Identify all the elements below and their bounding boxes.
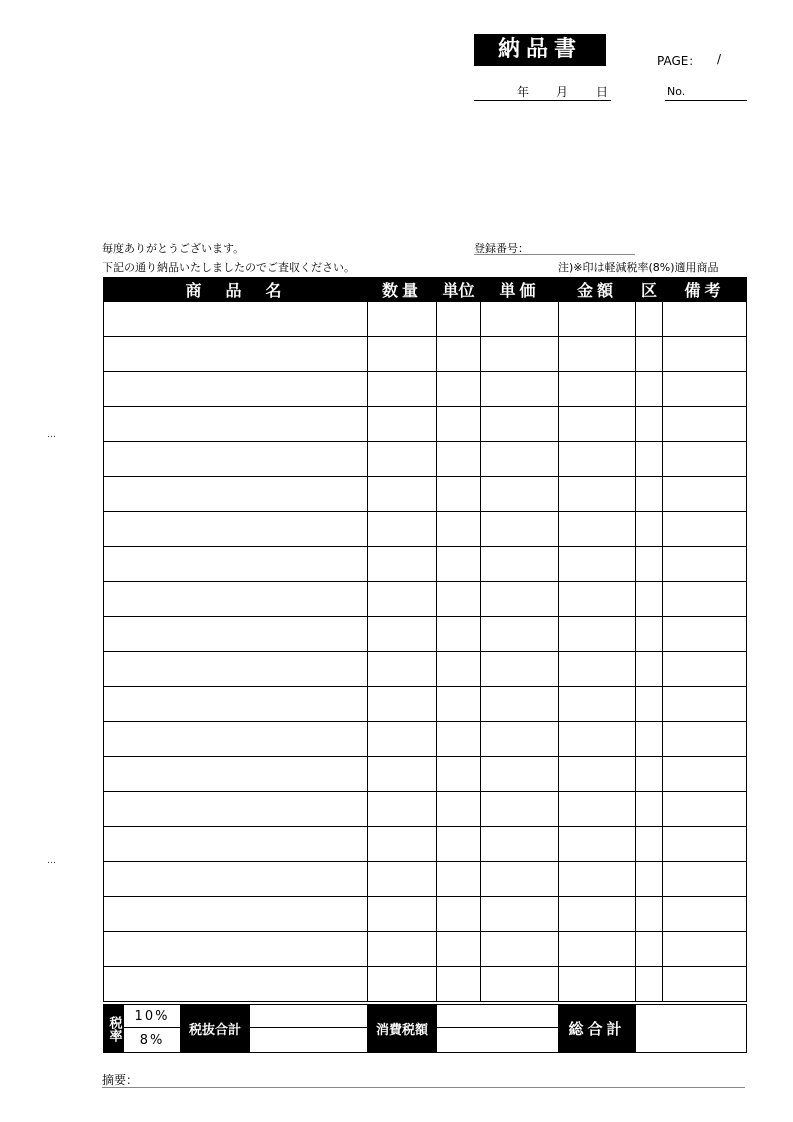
amount-cell[interactable] <box>559 897 636 932</box>
unit-price-cell[interactable] <box>481 757 559 792</box>
unit-cell[interactable] <box>437 477 481 512</box>
table-row <box>104 617 747 652</box>
product-name-cell[interactable] <box>104 827 368 862</box>
category-cell[interactable] <box>636 687 663 722</box>
subtotal-label: 税抜合計 <box>181 1005 250 1053</box>
reduced-tax-note: 注)※印は軽減税率(8%)適用商品 <box>558 261 719 274</box>
unit-price-cell[interactable] <box>481 827 559 862</box>
unit-cell[interactable] <box>437 442 481 477</box>
unit-cell[interactable] <box>437 547 481 582</box>
product-name-cell[interactable] <box>104 897 368 932</box>
date-year-label: 年 <box>517 85 530 99</box>
product-name-cell[interactable] <box>104 407 368 442</box>
product-name-cell[interactable] <box>104 442 368 477</box>
category-cell[interactable] <box>636 372 663 407</box>
quantity-cell[interactable] <box>368 617 437 652</box>
category-cell[interactable] <box>636 652 663 687</box>
unit-price-cell[interactable] <box>481 722 559 757</box>
product-name-cell[interactable] <box>104 372 368 407</box>
remarks-cell[interactable] <box>663 757 747 792</box>
category-cell[interactable] <box>636 792 663 827</box>
table-row <box>104 792 747 827</box>
col-product-name: 商 品 名 <box>104 278 368 302</box>
unit-cell[interactable] <box>437 372 481 407</box>
category-cell[interactable] <box>636 722 663 757</box>
remarks-cell[interactable] <box>663 442 747 477</box>
quantity-cell[interactable] <box>368 442 437 477</box>
amount-cell[interactable] <box>559 302 636 337</box>
unit-price-cell[interactable] <box>481 932 559 967</box>
amount-cell[interactable] <box>559 757 636 792</box>
quantity-cell[interactable] <box>368 967 437 1002</box>
amount-cell[interactable] <box>559 407 636 442</box>
remarks-cell[interactable] <box>663 652 747 687</box>
unit-cell[interactable] <box>437 722 481 757</box>
amount-cell[interactable] <box>559 617 636 652</box>
col-unit: 単位 <box>437 278 481 302</box>
items-table <box>103 277 747 1002</box>
unit-price-cell[interactable] <box>481 302 559 337</box>
remarks-cell[interactable] <box>663 792 747 827</box>
table-row <box>104 337 747 372</box>
unit-price-cell[interactable] <box>481 477 559 512</box>
page-label: PAGE： <box>657 54 701 68</box>
table-row <box>104 302 747 337</box>
quantity-cell[interactable] <box>368 372 437 407</box>
amount-cell[interactable] <box>559 932 636 967</box>
tax-rate-8: 8% <box>124 1028 181 1053</box>
amount-cell[interactable] <box>559 477 636 512</box>
product-name-cell[interactable] <box>104 617 368 652</box>
quantity-cell[interactable] <box>368 302 437 337</box>
quantity-cell[interactable] <box>368 897 437 932</box>
amount-cell[interactable] <box>559 827 636 862</box>
product-name-cell[interactable] <box>104 652 368 687</box>
amount-cell[interactable] <box>559 372 636 407</box>
quantity-cell[interactable] <box>368 862 437 897</box>
product-name-cell[interactable] <box>104 302 368 337</box>
quantity-cell[interactable] <box>368 582 437 617</box>
consumption-tax-8-field[interactable] <box>437 1028 559 1053</box>
remarks-cell[interactable] <box>663 617 747 652</box>
amount-cell[interactable] <box>559 687 636 722</box>
unit-cell[interactable] <box>437 827 481 862</box>
amount-cell[interactable] <box>559 337 636 372</box>
quantity-cell[interactable] <box>368 792 437 827</box>
unit-cell[interactable] <box>437 792 481 827</box>
tax-rate-label: 税率 <box>104 1005 124 1053</box>
unit-cell[interactable] <box>437 932 481 967</box>
table-row <box>104 407 747 442</box>
remarks-cell[interactable] <box>663 512 747 547</box>
unit-price-cell[interactable] <box>481 652 559 687</box>
totals-table <box>103 1004 747 1053</box>
unit-price-cell[interactable] <box>481 337 559 372</box>
tax-rate-10: 10% <box>124 1005 181 1028</box>
amount-cell[interactable] <box>559 582 636 617</box>
table-row <box>104 547 747 582</box>
table-row <box>104 652 747 687</box>
remarks-cell[interactable] <box>663 407 747 442</box>
product-name-cell[interactable] <box>104 477 368 512</box>
category-cell[interactable] <box>636 337 663 372</box>
unit-price-cell[interactable] <box>481 897 559 932</box>
remarks-cell[interactable] <box>663 302 747 337</box>
table-row <box>104 722 747 757</box>
remarks-cell[interactable] <box>663 477 747 512</box>
margin-mark-top: … <box>47 430 56 440</box>
category-cell[interactable] <box>636 582 663 617</box>
product-name-cell[interactable] <box>104 862 368 897</box>
quantity-cell[interactable] <box>368 407 437 442</box>
col-category: 区 <box>636 278 663 302</box>
table-row <box>104 442 747 477</box>
quantity-cell[interactable] <box>368 512 437 547</box>
subtotal-10-field[interactable] <box>250 1005 368 1028</box>
number-label: No. <box>667 85 686 98</box>
amount-cell[interactable] <box>559 967 636 1002</box>
greeting-line-1: 毎度ありがとうございます。 <box>102 242 245 255</box>
category-cell[interactable] <box>636 757 663 792</box>
number-underline <box>665 100 747 101</box>
product-name-cell[interactable] <box>104 512 368 547</box>
remarks-cell[interactable] <box>663 827 747 862</box>
remarks-cell[interactable] <box>663 862 747 897</box>
unit-cell[interactable] <box>437 862 481 897</box>
table-row <box>104 897 747 932</box>
product-name-cell[interactable] <box>104 687 368 722</box>
date-month-label: 月 <box>556 85 569 99</box>
amount-cell[interactable] <box>559 792 636 827</box>
unit-cell[interactable] <box>437 512 481 547</box>
product-name-cell[interactable] <box>104 792 368 827</box>
table-row <box>104 862 747 897</box>
date-underline <box>474 100 611 101</box>
quantity-cell[interactable] <box>368 827 437 862</box>
unit-cell[interactable] <box>437 967 481 1002</box>
category-cell[interactable] <box>636 442 663 477</box>
remarks-cell[interactable] <box>663 967 747 1002</box>
table-row <box>104 932 747 967</box>
remarks-cell[interactable] <box>663 372 747 407</box>
unit-price-cell[interactable] <box>481 407 559 442</box>
grand-total-field[interactable] <box>636 1005 747 1053</box>
remarks-cell[interactable] <box>663 897 747 932</box>
product-name-cell[interactable] <box>104 582 368 617</box>
quantity-cell[interactable] <box>368 337 437 372</box>
unit-price-cell[interactable] <box>481 967 559 1002</box>
amount-cell[interactable] <box>559 862 636 897</box>
subtotal-8-field[interactable] <box>250 1028 368 1053</box>
unit-price-cell[interactable] <box>481 687 559 722</box>
product-name-cell[interactable] <box>104 547 368 582</box>
category-cell[interactable] <box>636 477 663 512</box>
unit-cell[interactable] <box>437 337 481 372</box>
remarks-cell[interactable] <box>663 547 747 582</box>
registration-underline <box>474 254 635 255</box>
remarks-cell[interactable] <box>663 687 747 722</box>
amount-cell[interactable] <box>559 722 636 757</box>
category-cell[interactable] <box>636 302 663 337</box>
product-name-cell[interactable] <box>104 757 368 792</box>
table-row <box>104 477 747 512</box>
consumption-tax-10-field[interactable] <box>437 1005 559 1028</box>
date-day-label: 日 <box>596 85 609 99</box>
items-table-body <box>104 302 747 1002</box>
quantity-cell[interactable] <box>368 652 437 687</box>
unit-cell[interactable] <box>437 652 481 687</box>
memo-underline <box>102 1087 745 1088</box>
product-name-cell[interactable] <box>104 967 368 1002</box>
document-title: 納品書 <box>474 34 606 66</box>
memo-label: 摘要： <box>102 1073 139 1087</box>
amount-cell[interactable] <box>559 442 636 477</box>
amount-cell[interactable] <box>559 512 636 547</box>
consumption-tax-label: 消費税額 <box>368 1005 437 1053</box>
product-name-cell[interactable] <box>104 722 368 757</box>
greeting-line-2: 下記の通り納品いたしましたのでご査収ください。 <box>102 261 355 274</box>
unit-price-cell[interactable] <box>481 547 559 582</box>
product-name-cell[interactable] <box>104 337 368 372</box>
category-cell[interactable] <box>636 407 663 442</box>
margin-mark-bottom: … <box>47 856 56 866</box>
unit-price-cell[interactable] <box>481 372 559 407</box>
amount-cell[interactable] <box>559 652 636 687</box>
table-row <box>104 512 747 547</box>
col-quantity: 数量 <box>368 278 437 302</box>
unit-cell[interactable] <box>437 617 481 652</box>
unit-cell[interactable] <box>437 687 481 722</box>
table-row <box>104 757 747 792</box>
category-cell[interactable] <box>636 932 663 967</box>
unit-cell[interactable] <box>437 897 481 932</box>
col-remarks: 備考 <box>663 278 747 302</box>
unit-cell[interactable] <box>437 582 481 617</box>
page-separator: / <box>717 52 722 66</box>
quantity-cell[interactable] <box>368 932 437 967</box>
amount-cell[interactable] <box>559 547 636 582</box>
category-cell[interactable] <box>636 547 663 582</box>
unit-price-cell[interactable] <box>481 617 559 652</box>
table-row <box>104 827 747 862</box>
unit-price-cell[interactable] <box>481 862 559 897</box>
table-row <box>104 372 747 407</box>
quantity-cell[interactable] <box>368 687 437 722</box>
table-row <box>104 967 747 1002</box>
unit-price-cell[interactable] <box>481 582 559 617</box>
unit-price-cell[interactable] <box>481 442 559 477</box>
table-row <box>104 582 747 617</box>
category-cell[interactable] <box>636 862 663 897</box>
col-unit-price: 単価 <box>481 278 559 302</box>
product-name-cell[interactable] <box>104 932 368 967</box>
unit-cell[interactable] <box>437 757 481 792</box>
category-cell[interactable] <box>636 617 663 652</box>
quantity-cell[interactable] <box>368 722 437 757</box>
remarks-cell[interactable] <box>663 932 747 967</box>
grand-total-label: 総合計 <box>559 1005 636 1053</box>
registration-number-label: 登録番号： <box>474 242 529 255</box>
category-cell[interactable] <box>636 827 663 862</box>
unit-cell[interactable] <box>437 302 481 337</box>
quantity-cell[interactable] <box>368 547 437 582</box>
unit-price-cell[interactable] <box>481 792 559 827</box>
remarks-cell[interactable] <box>663 722 747 757</box>
category-cell[interactable] <box>636 897 663 932</box>
col-amount: 金額 <box>559 278 636 302</box>
category-cell[interactable] <box>636 512 663 547</box>
table-row <box>104 687 747 722</box>
remarks-cell[interactable] <box>663 337 747 372</box>
quantity-cell[interactable] <box>368 477 437 512</box>
remarks-cell[interactable] <box>663 582 747 617</box>
unit-cell[interactable] <box>437 407 481 442</box>
unit-price-cell[interactable] <box>481 512 559 547</box>
table-header-row <box>104 278 747 302</box>
category-cell[interactable] <box>636 967 663 1002</box>
quantity-cell[interactable] <box>368 757 437 792</box>
